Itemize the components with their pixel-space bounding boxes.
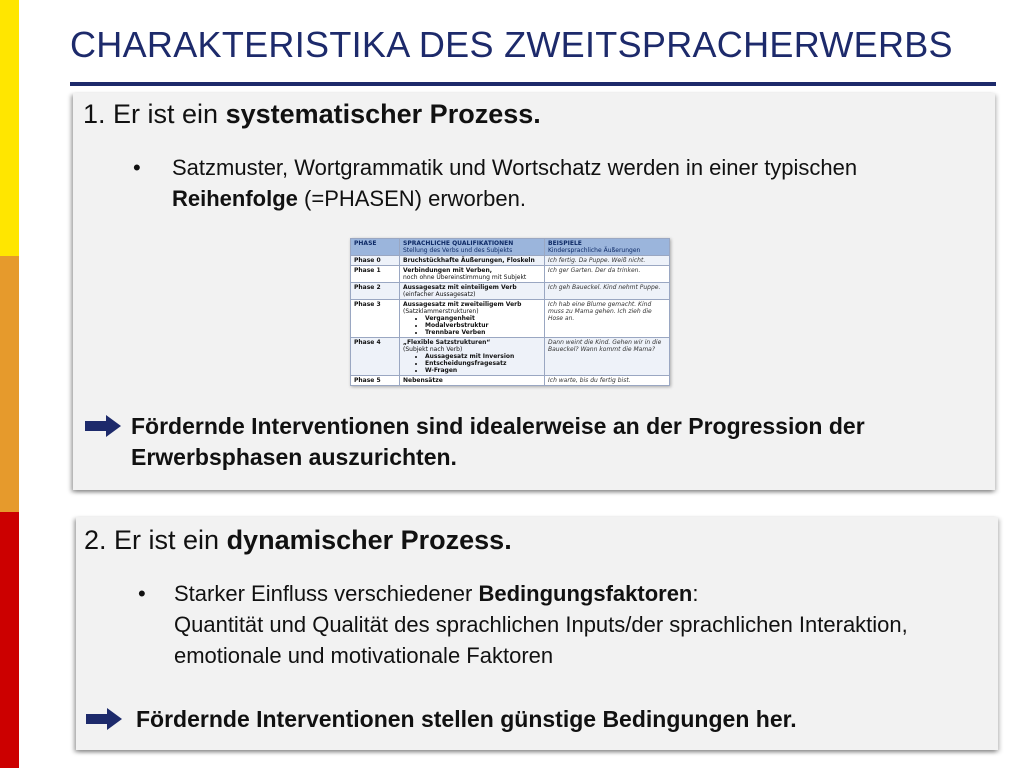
- phase-table-row: [351, 300, 670, 338]
- qualification-cell: [400, 338, 545, 376]
- section-dynamic-process: [76, 517, 998, 750]
- qualification-list-item: • Aussagesatz mit Inversion: [425, 353, 541, 360]
- qualification-note: noch ohne Übereinstimmung mit Subjekt: [403, 274, 527, 281]
- phase-table-row: [351, 266, 670, 283]
- right-arrow-icon: [85, 415, 121, 437]
- phase-cell: Phase 3: [351, 300, 400, 338]
- phase-cell: Phase 0: [351, 256, 400, 266]
- title-underline: [70, 82, 996, 86]
- slide-title: CHARAKTERISTIKA DES ZWEITSPRACHERWERBS: [70, 24, 953, 65]
- phase-cell: Phase 1: [351, 266, 400, 283]
- qualification-list: [403, 315, 541, 336]
- section1-conclusion: Fördernde Interventionen sind idealerweise an der Progression der Erwerbsphasen auszurichten.: [131, 413, 865, 470]
- section1-bullet: Satzmuster, Wortgrammatik und Wortschatz werden in einer typischen Reihenfolge (=PHASEN) erworben.: [172, 155, 858, 211]
- qualification-list: [403, 353, 541, 374]
- header-examples: BEISPIELE Kindersprachliche Äußerungen: [545, 239, 670, 256]
- accent-bar-orange: [0, 256, 19, 512]
- qualification-list-item: • Entscheidungsfragesatz: [425, 360, 541, 367]
- qualification-note: (Satzklammerstrukturen): [403, 308, 479, 315]
- phase-cell: Phase 5: [351, 376, 400, 386]
- qualification-title: Aussagesatz mit einteiligem Verb: [403, 284, 517, 291]
- qualification-list-item: • W-Fragen: [425, 367, 541, 374]
- qualification-cell: [400, 256, 545, 266]
- section2-conclusion: Fördernde Interventionen stellen günstige Bedingungen her.: [136, 706, 797, 732]
- qualification-title: Bruchstückhafte Äußerungen, Floskeln: [403, 257, 535, 264]
- phase-cell: Phase 4: [351, 338, 400, 376]
- qualification-list-item: • Modalverbstruktur: [425, 322, 541, 329]
- bullet-icon: •: [133, 155, 141, 180]
- phase-cell: Phase 2: [351, 283, 400, 300]
- right-arrow-icon: [86, 708, 122, 730]
- qualification-note: (Subjekt nach Verb): [403, 346, 463, 353]
- qualification-title: „Flexible Satzstrukturen“: [403, 339, 491, 346]
- qualification-cell: [400, 300, 545, 338]
- phase-table-row: [351, 283, 670, 300]
- qualification-cell: [400, 283, 545, 300]
- example-cell: Ich geh Baueckel. Kind nehmt Puppe.: [545, 283, 670, 300]
- example-cell: Ich warte, bis du fertig bist.: [545, 376, 670, 386]
- qualification-title: Verbindungen mit Verben,: [403, 267, 493, 274]
- qualification-list-item: • Vergangenheit: [425, 315, 541, 322]
- accent-bar-yellow: [0, 0, 19, 256]
- qualification-title: Aussagesatz mit zweiteiligem Verb: [403, 301, 522, 308]
- phase-table-header-row: [351, 239, 670, 256]
- bullet-icon: •: [138, 581, 146, 606]
- header-qualifications: SPRACHLICHE QUALIFIKATIONEN Stellung des Verbs und des Subjekts: [400, 239, 545, 256]
- phase-table-row: [351, 338, 670, 376]
- phase-table-row: [351, 376, 670, 386]
- qualification-list-item: • Trennbare Verben: [425, 329, 541, 336]
- qualification-title: Nebensätze: [403, 377, 443, 384]
- example-cell: Ich ger Garten. Der da trinken.: [545, 266, 670, 283]
- qualification-note: (einfacher Aussagesatz): [403, 291, 476, 298]
- qualification-cell: [400, 266, 545, 283]
- section-systematic-process: [73, 93, 995, 490]
- qualification-cell: [400, 376, 545, 386]
- section2-heading: 2. Er ist ein dynamischer Prozess.: [84, 525, 512, 555]
- phase-table: [350, 238, 670, 386]
- accent-bar-red: [0, 512, 19, 768]
- example-cell: Ich fertig. Da Puppe. Weiß nicht.: [545, 256, 670, 266]
- phase-table-row: [351, 256, 670, 266]
- section2-bullet: Starker Einfluss verschiedener Bedingungsfaktoren: Quantität und Qualität des sprachlichen Inputs/der sprachlichen Interaktion, emotionale und motivationale Faktoren: [174, 581, 908, 668]
- section1-heading: 1. Er ist ein systematischer Prozess.: [83, 99, 541, 129]
- example-cell: Dann weint die Kind. Gehen wir in die Baueckel? Wann kommt die Mama?: [545, 338, 670, 376]
- header-phase: PHASE: [351, 239, 400, 256]
- example-cell: Ich hab eine Blume gemacht. Kind muss zu Mama gehen. Ich zieh die Hose an.: [545, 300, 670, 338]
